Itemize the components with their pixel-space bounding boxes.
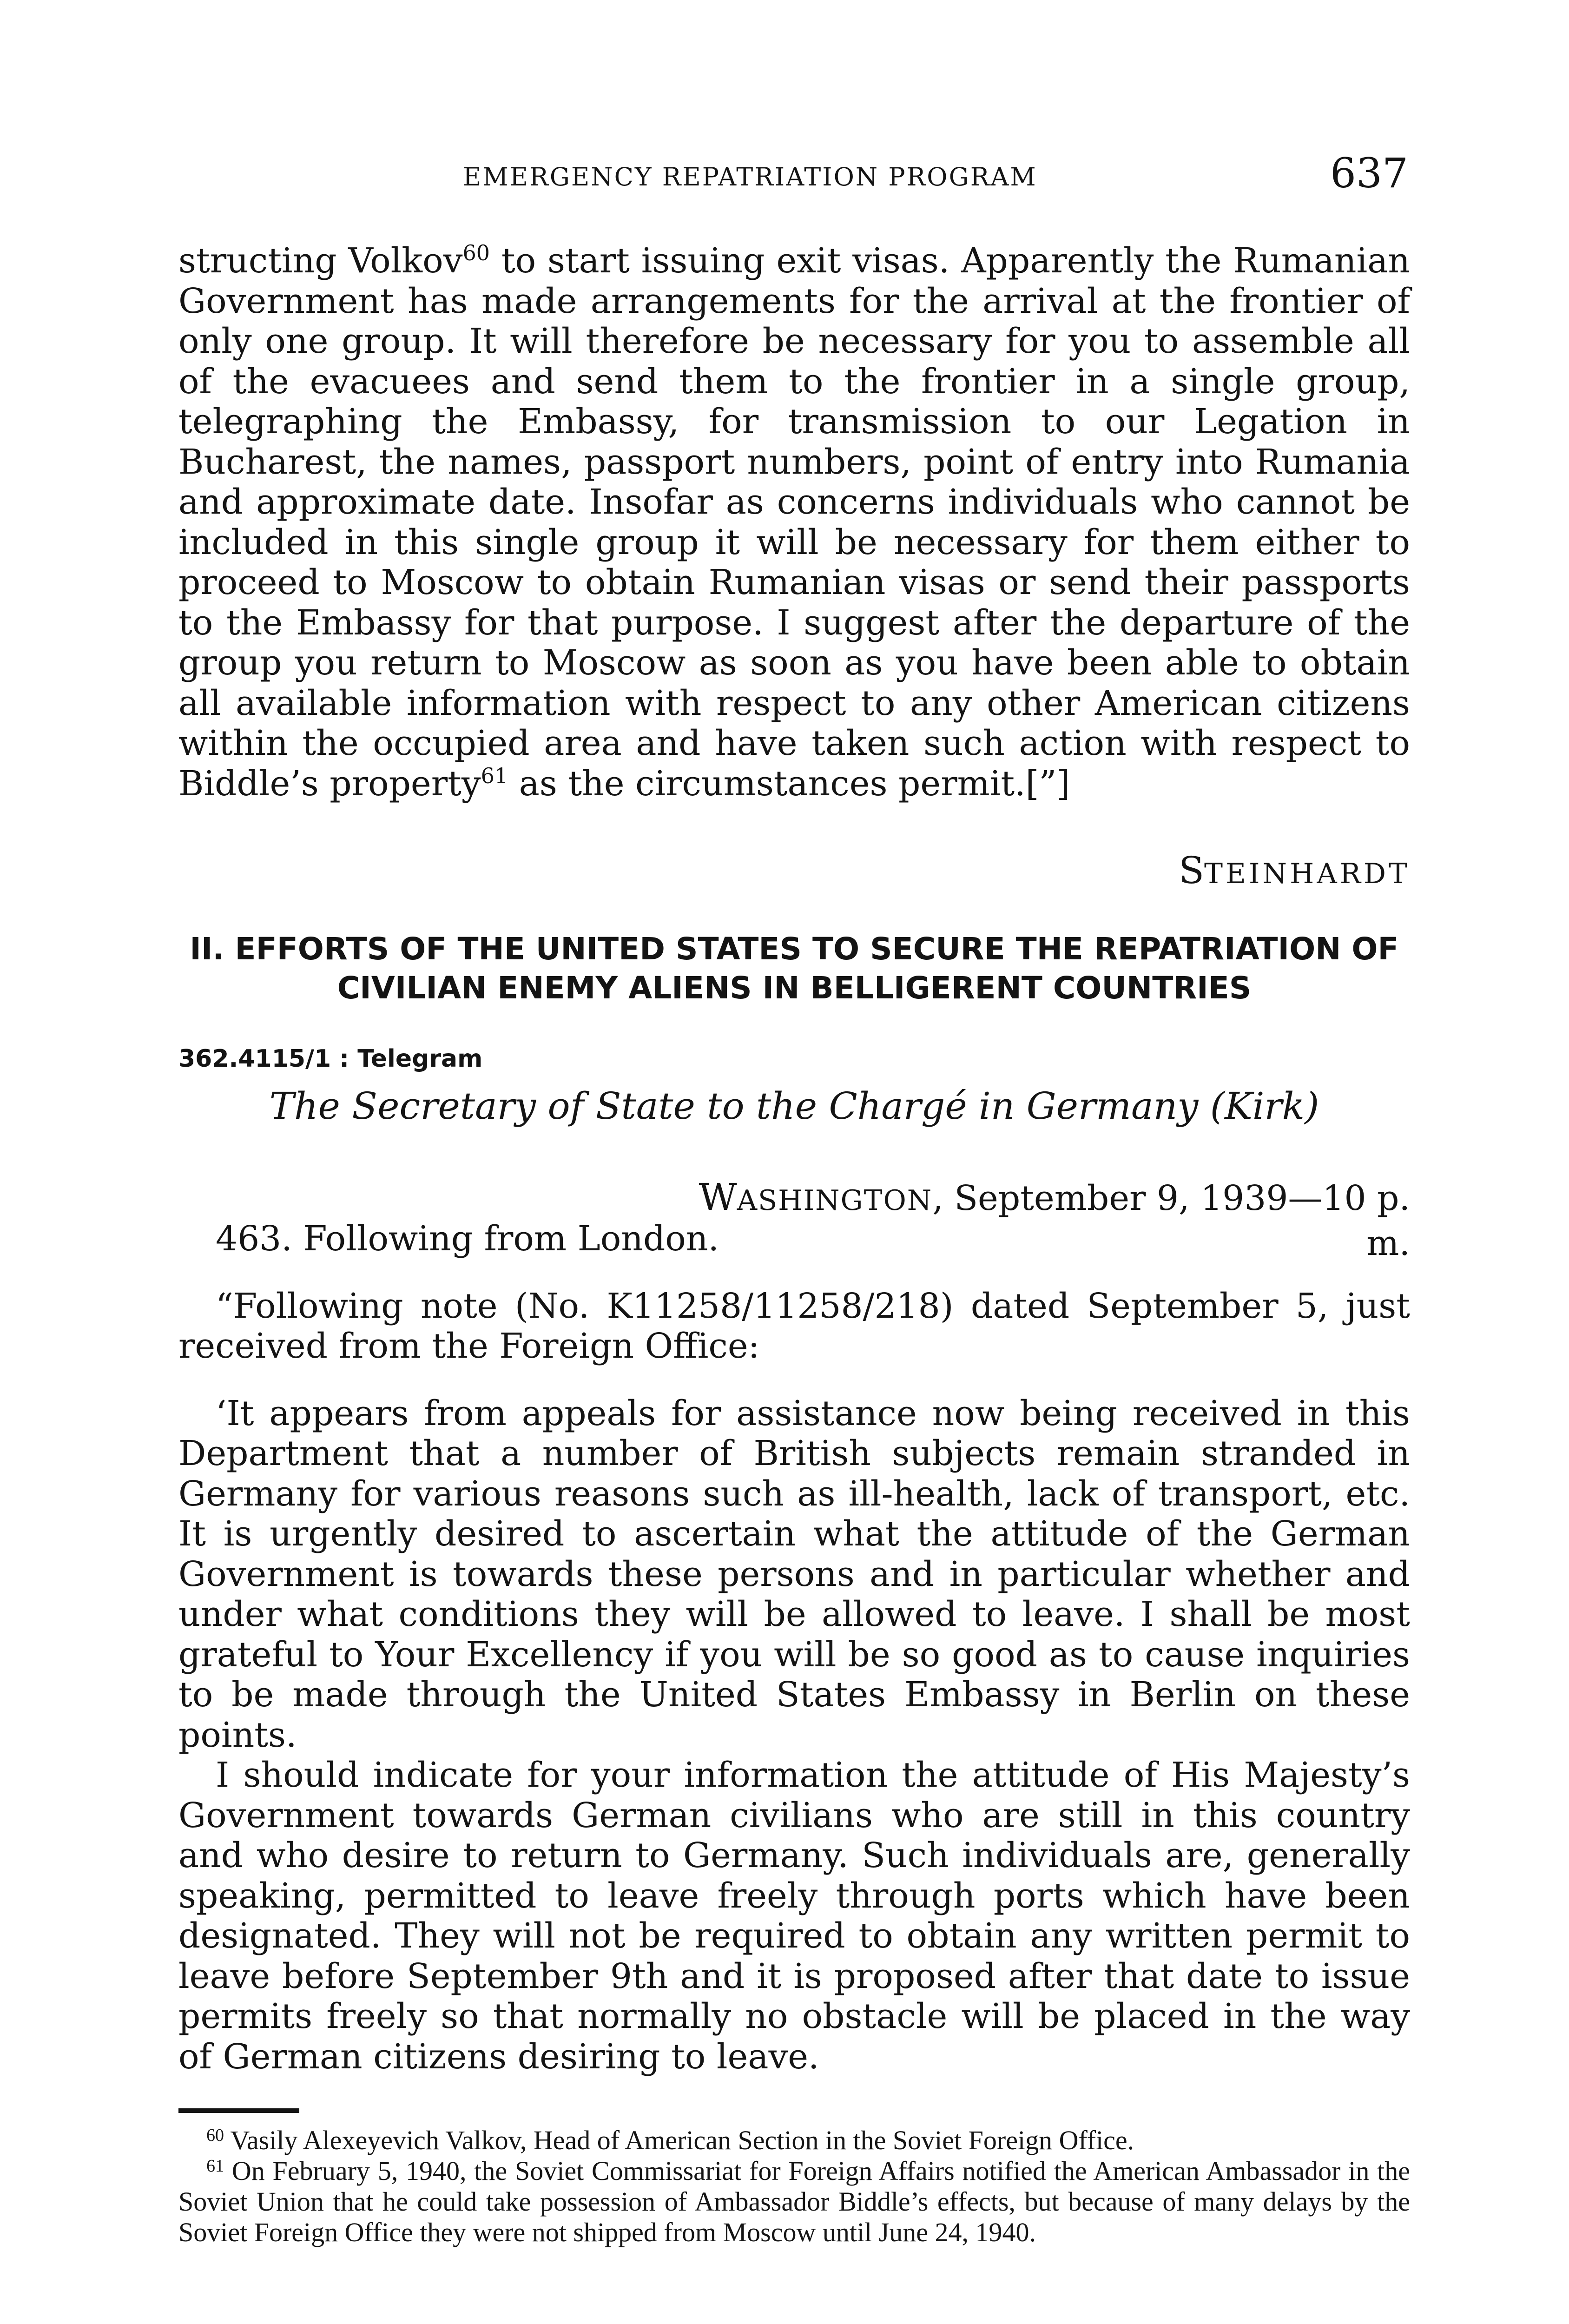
telegram-paragraph-note: “Following note (No. K11258/11258/218) dated September 5, just received from the Foreign Office:	[178, 1286, 1410, 1366]
document-title: The Secretary of State to the Chargé in Germany (Kirk)	[269, 1084, 1319, 1128]
telegram-number-line: 463. Following from London.	[216, 1219, 719, 1259]
section-heading: II. EFFORTS OF THE UNITED STATES TO SECURE THE REPATRIATION OF CIVILIAN ENEMY ALIENS IN BELLIGERENT COUNTRIES	[190, 931, 1399, 1006]
footnote-text: Vasily Alexeyevich Valkov, Head of American Section in the Soviet Foreign Office.	[230, 2125, 1134, 2155]
dateline-date: , September 9, 1939—10 p. m.	[932, 1178, 1410, 1263]
text-segment: structing Volkov	[178, 241, 463, 281]
footnote-61	[178, 2156, 1410, 2248]
telegram-paragraph-quote-2: I should indicate for your information the attitude of His Majesty’s Government towards German civilians who are still in this country and who desire to return to Germany. Such individuals are, generally speaking, permitted to leave freely through ports which have been designated. They will not be required to obtain any written permit to leave before September 9th and it is proposed after that date to issue permits freely so that normally no obstacle will be placed in the way of German citizens desiring to leave.	[178, 1755, 1410, 2077]
file-reference: 362.4115/1 : Telegram	[178, 1045, 483, 1073]
footnotes	[178, 2125, 1410, 2248]
footnote-mark: 61	[206, 2156, 224, 2176]
footnote-mark: 60	[206, 2126, 224, 2145]
dateline-place-initial: W	[699, 1175, 737, 1219]
dateline-place-rest: ASHINGTON	[737, 1184, 933, 1217]
footnote-60	[178, 2125, 1410, 2156]
footnote-ref-60[interactable]: 60	[462, 240, 490, 265]
telegram-paragraph-quote-1: ‘It appears from appeals for assistance now being received in this Department that a number of British subjects remain stranded in Germany for various reasons such as ill-health, lack of transport, etc. It is urgently desired to ascertain what the attitude of the German Government is towards these persons and in particular whether and under what conditions they will be allowed to leave. I shall be most grateful to Your Excellency if you will be so good as to cause inquiries to be made through the United States Embassy in Berlin on these points.	[178, 1393, 1410, 1755]
text-segment: to start issuing exit visas. Apparently the Rumanian Government has made arrangements for the arrival at the frontier of only one group. It will therefore be necessary for you to assemble all of the evacuees and send them to the frontier in a single group, telegraphing the Embassy, for transmission to our Legation in Bucharest, the names, passport numbers, point of entry into Rumania and approximate date. Insofar as concerns individuals who cannot be included in this single group it will be necessary for them either to proceed to Moscow to obtain Rumanian visas or send their passports to the Embassy for that purpose. I suggest after the departure of the group you return to Moscow as soon as you have been able to obtain all available information with respect to any other American citizens within the occupied area and have taken such action with respect to Biddle’s property	[178, 241, 1410, 804]
signature-initial: S	[1179, 849, 1205, 892]
telegram-body	[178, 1219, 1410, 2077]
text-segment: as the circumstances permit.[”]	[508, 763, 1070, 804]
signature	[1115, 851, 1410, 901]
footnote-ref-61[interactable]: 61	[481, 763, 508, 788]
page-number: 637	[1330, 149, 1408, 197]
footnote-divider	[178, 2108, 299, 2113]
footnote-text: On February 5, 1940, the Soviet Commissariat for Foreign Affairs notified the American Ambassador in the Soviet Union that he could take possession of Ambassador Biddle’s effects, but because of many delays by the Soviet Foreign Office they were not shipped from Moscow until June 24, 1940.	[178, 2156, 1410, 2247]
running-header: EMERGENCY REPATRIATION PROGRAM	[463, 162, 1037, 191]
continuation-paragraph	[178, 241, 1410, 804]
signature-rest: TEINHARDT	[1204, 858, 1410, 890]
